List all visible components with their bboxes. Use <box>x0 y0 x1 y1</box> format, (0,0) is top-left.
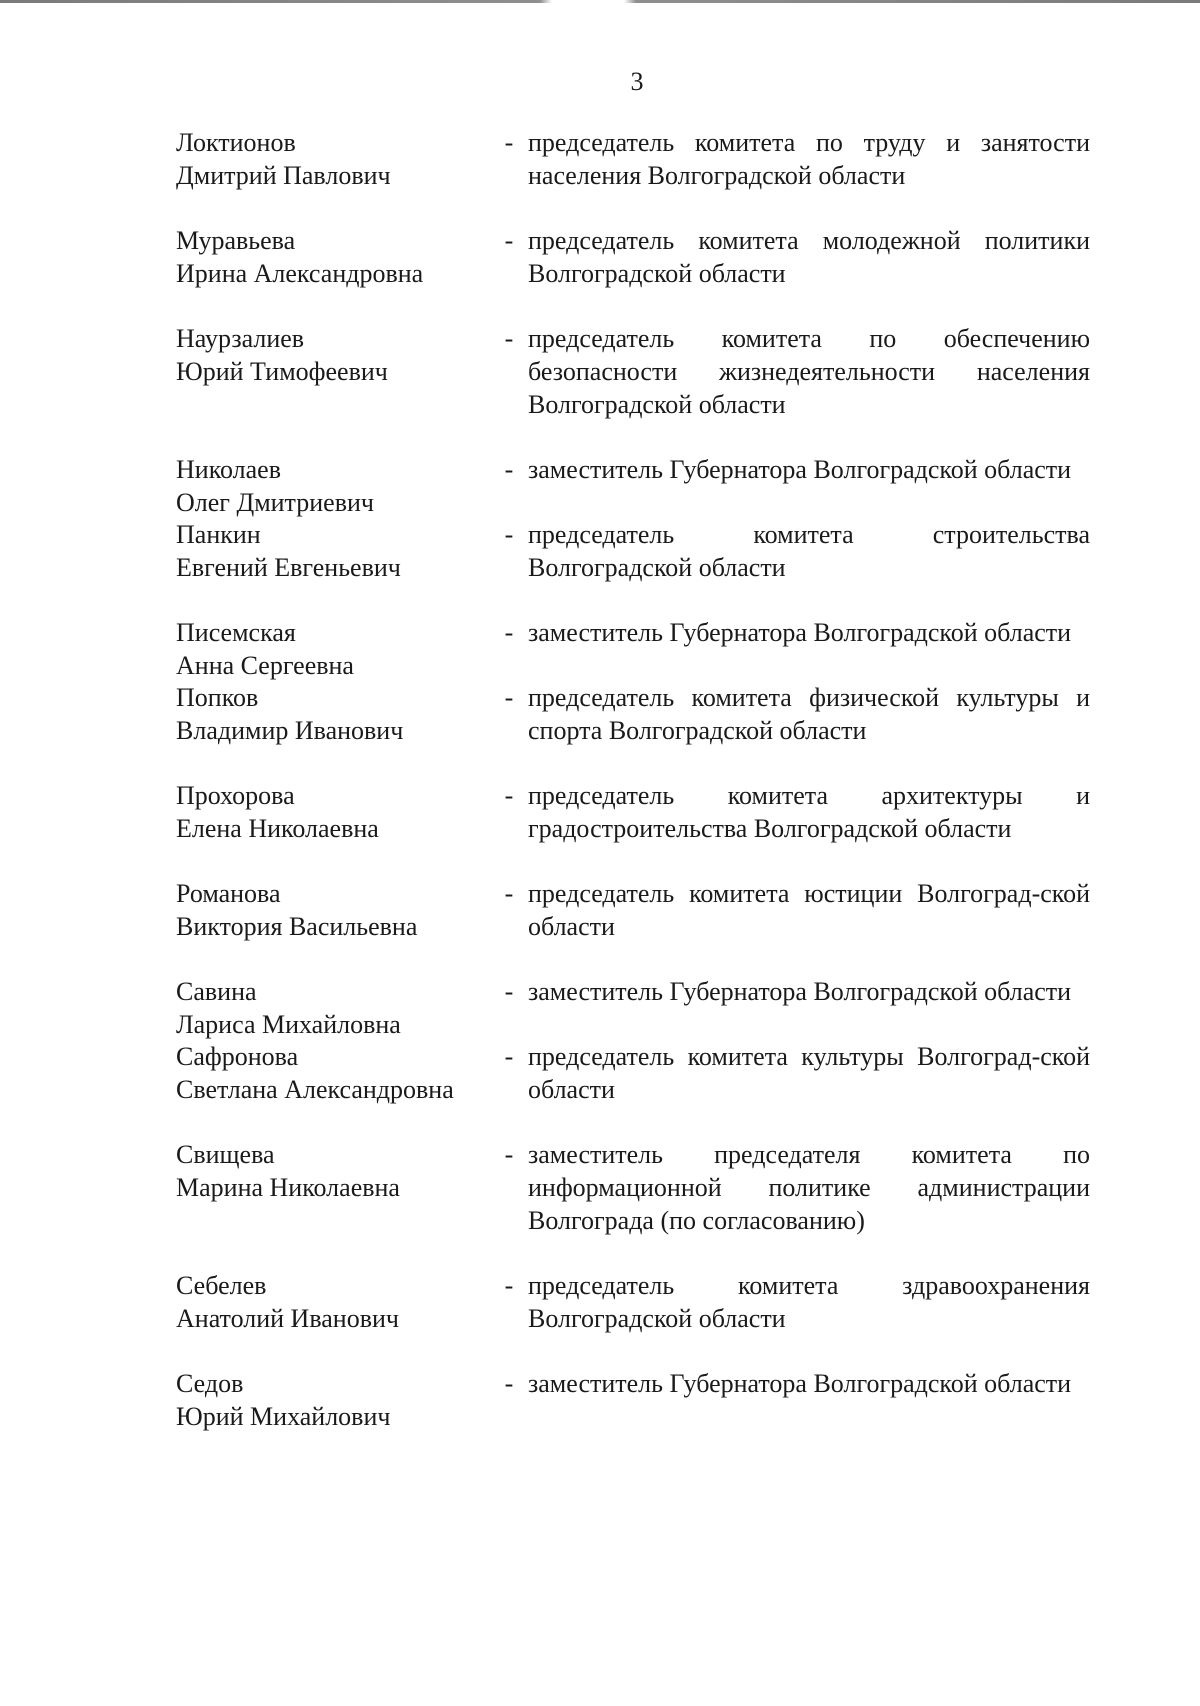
member-position: заместитель Губернатора Волгоградской области <box>528 1369 1072 1398</box>
list-item <box>176 1269 1090 1335</box>
member-position: председатель комитета здравоохранения Волгоградской области <box>528 1271 1090 1333</box>
separator-dash: - <box>504 1140 514 1169</box>
member-given-name: Юрий Михайлович <box>176 1402 391 1431</box>
separator-dash: - <box>504 520 514 549</box>
list-item <box>176 1040 1090 1106</box>
separator-dash: - <box>504 455 514 484</box>
member-name <box>176 1138 496 1204</box>
member-given-name: Дмитрий Павлович <box>176 161 391 190</box>
member-surname: Прохорова <box>176 781 295 810</box>
list-item <box>176 975 1090 1039</box>
member-position: председатель комитета архитектуры и градостроительства Волгоградской области <box>528 781 1090 843</box>
member-surname: Николаев <box>176 455 281 484</box>
member-list <box>176 126 1090 1432</box>
separator-dash: - <box>504 683 514 712</box>
list-item <box>176 518 1090 584</box>
member-surname: Муравьева <box>176 226 296 255</box>
list-item <box>176 126 1090 192</box>
member-surname: Себелев <box>176 1271 267 1300</box>
member-surname: Локтионов <box>176 128 296 157</box>
member-name <box>176 126 496 192</box>
member-surname: Наурзалиев <box>176 324 305 353</box>
member-name <box>176 1040 496 1106</box>
member-surname: Романова <box>176 879 281 908</box>
member-name <box>176 1269 496 1335</box>
list-item <box>176 877 1090 943</box>
member-given-name: Лариса Михайловна <box>176 1010 401 1039</box>
member-position: заместитель Губернатора Волгоградской области <box>528 455 1072 484</box>
member-given-name: Виктория Васильевна <box>176 912 418 941</box>
list-item <box>176 322 1090 421</box>
member-surname: Сафронова <box>176 1042 299 1071</box>
member-position: председатель комитета культуры Волгоград-ской области <box>528 1042 1090 1104</box>
member-position: председатель комитета физической культуры и спорта Волгоградской области <box>528 683 1090 745</box>
member-surname: Попков <box>176 683 259 712</box>
member-surname: Панкин <box>176 520 261 549</box>
member-surname: Свищева <box>176 1140 275 1169</box>
member-name <box>176 518 496 584</box>
member-name <box>176 779 496 845</box>
member-surname: Седов <box>176 1369 244 1398</box>
member-given-name: Марина Николаевна <box>176 1173 400 1202</box>
separator-dash: - <box>504 618 514 647</box>
member-name <box>176 224 496 290</box>
separator-dash: - <box>504 1369 514 1398</box>
list-item <box>176 681 1090 747</box>
member-position: председатель комитета строительства Волгоградской области <box>528 520 1090 582</box>
list-item <box>176 224 1090 290</box>
separator-dash: - <box>504 1042 514 1071</box>
member-given-name: Юрий Тимофеевич <box>176 357 388 386</box>
member-position: заместитель Губернатора Волгоградской области <box>528 618 1072 647</box>
separator-dash: - <box>504 781 514 810</box>
separator-dash: - <box>504 226 514 255</box>
member-name <box>176 1367 496 1433</box>
separator-dash: - <box>504 324 514 353</box>
member-position: председатель комитета по обеспечению безопасности жизнедеятельности населения Волгоградской области <box>528 324 1090 419</box>
member-name <box>176 616 496 682</box>
member-position: председатель комитета юстиции Волгоград-ской области <box>528 879 1090 941</box>
member-name <box>176 322 496 388</box>
member-position: заместитель председателя комитета по информационной политике администрации Волгограда (по согласованию) <box>528 1140 1090 1235</box>
member-name <box>176 681 496 747</box>
member-given-name: Олег Дмитриевич <box>176 488 374 517</box>
member-position: председатель комитета молодежной политики Волгоградской области <box>528 226 1090 288</box>
separator-dash: - <box>504 879 514 908</box>
member-name <box>176 877 496 943</box>
member-given-name: Евгений Евгеньевич <box>176 553 401 582</box>
list-item <box>176 779 1090 845</box>
page-number: 3 <box>630 67 644 96</box>
scan-edge-line <box>0 0 1200 3</box>
member-given-name: Анна Сергеевна <box>176 651 354 680</box>
list-item <box>176 453 1090 517</box>
member-given-name: Анатолий Иванович <box>176 1304 399 1333</box>
member-name <box>176 975 496 1041</box>
separator-dash: - <box>504 977 514 1006</box>
member-given-name: Владимир Иванович <box>176 716 404 745</box>
separator-dash: - <box>504 1271 514 1300</box>
member-surname: Савина <box>176 977 257 1006</box>
member-name <box>176 453 496 519</box>
member-given-name: Светлана Александровна <box>176 1075 454 1104</box>
member-position: председатель комитета по труду и занятости населения Волгоградской области <box>528 128 1090 190</box>
list-item <box>176 1367 1090 1431</box>
member-position: заместитель Губернатора Волгоградской области <box>528 977 1072 1006</box>
separator-dash: - <box>504 128 514 157</box>
member-surname: Писемская <box>176 618 296 647</box>
member-given-name: Елена Николаевна <box>176 814 379 843</box>
list-item <box>176 1138 1090 1237</box>
member-given-name: Ирина Александровна <box>176 259 424 288</box>
list-item <box>176 616 1090 680</box>
